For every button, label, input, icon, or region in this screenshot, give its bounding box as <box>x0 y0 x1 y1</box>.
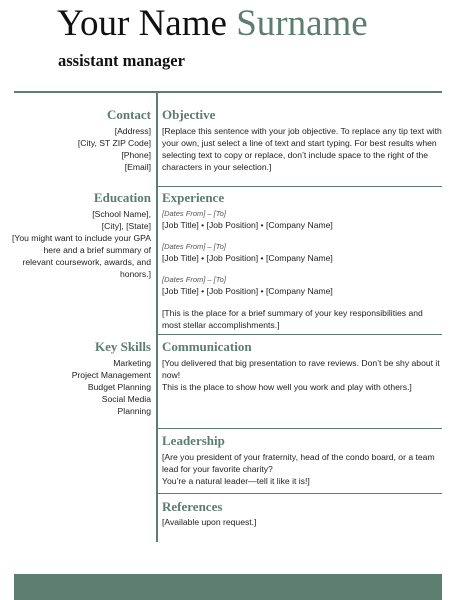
job-role: assistant manager <box>58 51 185 70</box>
communication-title: Communication <box>162 339 252 354</box>
divider-communication <box>158 428 442 429</box>
references-title: References <box>162 499 223 514</box>
experience-job: [Job Title] • [Job Position] • [Company Name] <box>162 286 333 296</box>
contact-phone: [Phone] <box>121 150 151 160</box>
communication-block <box>162 357 442 393</box>
skill-item: Project Management <box>71 370 151 380</box>
contact-email: [Email] <box>124 162 151 172</box>
education-block <box>11 208 151 280</box>
header-rule <box>14 91 442 93</box>
footer-bar <box>14 574 442 600</box>
skill-item: Planning <box>117 406 151 416</box>
leadership-block <box>162 451 442 487</box>
objective-text: [Replace this sentence with your job objective. To replace any tip text with your own, just select a line of text and start typing. For best results when selecting text to copy or replace, don’t include space to the right of the characters in your selection.] <box>162 126 442 172</box>
skill-item: Budget Planning <box>87 382 151 392</box>
contact-title: Contact <box>106 107 151 122</box>
leadership-title: Leadership <box>162 433 225 448</box>
communication-line-1: [You delivered that big presentation to rave reviews. Don’t be shy about it now! <box>162 358 440 380</box>
skills-title: Key Skills <box>95 339 151 354</box>
column-divider <box>156 93 158 542</box>
leadership-line-2: You’re a natural leader—tell it like it is!] <box>162 476 310 486</box>
first-name: Your Name <box>57 3 227 44</box>
contact-address: [Address] <box>114 126 151 136</box>
skills-list <box>11 357 151 417</box>
divider-leadership <box>158 493 442 494</box>
skill-item: Social Media <box>101 394 151 404</box>
experience-title: Experience <box>162 190 225 205</box>
experience-entry <box>162 242 442 264</box>
experience-summary: [This is the place for a brief summary of your key responsibilities and most stellar accomplishments.] <box>162 308 423 330</box>
experience-job: [Job Title] • [Job Position] • [Company Name] <box>162 253 333 263</box>
divider-experience <box>158 334 442 335</box>
references-text: [Available upon request.] <box>162 517 257 527</box>
experience-entry <box>162 209 442 231</box>
communication-line-2: This is the place to show how well you work and play with others.] <box>162 382 412 392</box>
objective-title: Objective <box>162 107 216 122</box>
education-location: [City], [State] <box>101 221 151 231</box>
education-school: [School Name], <box>92 209 151 219</box>
experience-job: [Job Title] • [Job Position] • [Company Name] <box>162 220 333 230</box>
education-title: Education <box>93 190 151 205</box>
experience-dates: [Dates From] – [To] <box>162 242 226 251</box>
skill-item: Marketing <box>113 358 151 368</box>
divider-objective <box>158 186 442 187</box>
experience-entry <box>162 275 442 297</box>
experience-dates: [Dates From] – [To] <box>162 275 226 284</box>
leadership-line-1: [Are you president of your fraternity, head of the condo board, or a team lead for your favorite charity? <box>162 452 435 474</box>
last-name: Surname <box>236 3 368 44</box>
contact-city: [City, ST ZIP Code] <box>77 138 151 148</box>
education-note: [You might want to include your GPA here and a brief summary of relevant coursework, awards, and honors.] <box>11 233 151 279</box>
contact-block <box>11 125 151 173</box>
resume-name <box>57 4 368 44</box>
experience-dates: [Dates From] – [To] <box>162 209 226 218</box>
